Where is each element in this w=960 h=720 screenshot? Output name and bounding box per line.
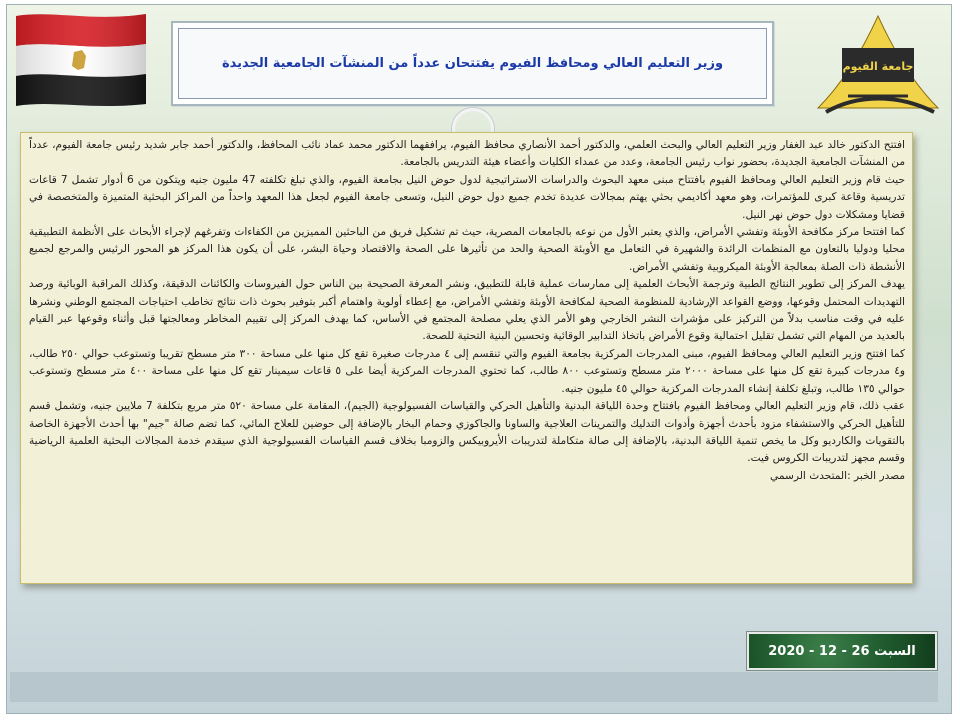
paragraph-4: يهدف المركز إلى تطوير النتائج الطبية وترجمة الأبحاث العلمية إلى ممارسات عملية قابلة للتطبيق، ونشر المعرفة الصحيحة بين الناس حول الفيروسات والكائنات الدقيقة، وكذلك المراقبة الوبائية ورصد التهديدات المحتمل وقوعها، ووضع القواعد الإرشادية للمنظومة الصحية لمكافحة الأوبئة وتفشي الأمراض، مع إعطاء أولوية واهتمام أكبر بتوفير بحوث ذات نتائج تخاطب احتياجات المجتمع الوطني ونشرها عليه في وقت مناسب بدلاً من التركيز على مؤشرات النشر الخارجي وهو الأمر الذي يعلي مصلحة المجتمع في الأساس، كما يهدف المركز إلى تقييم المخاطر ومعالجتها قبل وأثناء وقوعها عبر القيام بالعديد من المهام التي تشمل تقليل احتمالية وقوع الأمراض باتخاذ التدابير الوقائية وتحسين البنية التحتية للصحة. <box>29 278 905 343</box>
article-text <box>29 137 905 485</box>
university-logo-icon <box>808 8 948 120</box>
paragraph-2: حيث قام وزير التعليم العالي ومحافظ الفيوم بافتتاح مبنى معهد البحوث والدراسات الاستراتيجية لدول حوض النيل بجامعة الفيوم، والذي تبلغ تكلفته 47 مليون جنيه ويتكون من 6 أدوار تشمل 7 قاعات تدريسية وقاعة كبرى للمؤتمرات، وهو معهد أكاديمي بحثي يهتم بمجالات عديدة تخدم جميع دول حوض النيل، وتسعى جامعة الفيوم لجعل هذا المعهد واحداً من المراكز البحثية المتميزة والمتخصصة في قضايا ومشكلات دول حوض نهر النيل. <box>29 173 905 221</box>
header-title-box <box>171 21 774 106</box>
article-body <box>20 132 913 584</box>
paragraph-3: كما افتتحا مركز مكافحة الأوبئة وتفشي الأمراض، والذي يعتبر الأول من نوعه بالجامعات المصرية، حيث تم تشكيل فريق من الباحثين المميزين من الكفاءات وتفرغهم لإجراء الأبحاث على الأنظمة التطبيقية محليا ودوليا بالتعاون مع المنظمات الرائدة والشهيرة في التعامل مع الأوبئة الصحية والحد من تأثيرها على الصحة والاقتصاد وحياة البشر، على أن يكون هذا المركز هو المحور الرئيس والمرجع لجميع الأنشطة ذات الصلة بمعالجة الأوبئة الميكروبية وتفشي الأمراض. <box>29 226 905 273</box>
news-source: مصدر الخبر :المتحدث الرسمي <box>770 469 905 482</box>
page-title: وزير التعليم العالي ومحافظ الفيوم يفتتحان عدداً من المنشآت الجامعية الجديدة <box>221 56 724 71</box>
paragraph-6: عقب ذلك، قام وزير التعليم العالي ومحافظ الفيوم بافتتاح وحدة اللياقة البدنية والتأهيل الحركي والقياسات الفسيولوجية (الجيم)، المقامة على مساحة ٥٢٠ متر مربع بتكلفة 7 ملايين جنيه، وتشمل قسم للتأهيل الحركي والاستشفاء مزود بأحدث أجهزة وأدوات التدليك والتمرينات العلاجية والساونا والجاكوزي وحمام البخار بالإضافة إلى حوضين للعلاج المائي، كما تضم صالة "جيم" بها أحدث الأجهزة الخاصة بالتقويات والكارديو وكل ما يخص تنمية اللياقة البدنية، بالإضافة إلى صالة متكاملة لتدريبات الأيروبيكس والزومبا بخلاف قسم القياسات الفسيولوجية الذي سيقدم خدمة المجالات البحثية العلمية الرياضية وقسم مجهز لتدريبات الكروس فيت. <box>29 400 905 465</box>
date-badge <box>747 632 937 670</box>
egypt-flag-icon <box>12 10 150 106</box>
date-text: السبت 26 - 12 - 2020 <box>768 643 916 659</box>
paragraph-1: افتتح الدكتور خالد عبد الغفار وزير التعليم العالي والبحث العلمي، والدكتور أحمد الأنصاري محافظ الفيوم، يرافقهما الدكتور محمد عماد نائب المحافظ، والدكتور أحمد جابر شديد رئيس جامعة الفيوم، عدداً من المنشآت الجامعية الجديدة، بحضور نواب رئيس الجامعة، وعدد من عمداء الكليات وأعضاء هيئة التدريس بالجامعة. <box>29 139 905 169</box>
paragraph-5: كما افتتح وزير التعليم العالي ومحافظ الفيوم، مبنى المدرجات المركزية بجامعة الفيوم والتي تنقسم إلى ٤ مدرجات صغيرة تقع كل منها على مساحة ٣٠٠ متر مسطح تقريبا وتستوعب حوالي ٢٥٠ طالب، و٤ مدرجات كبيرة تقع كل منها على مساحة ٢٠٠٠ متر مسطح وتستوعب ٨٠٠ طالب، كما تحتوي المدرجات المركزية أيضا على ٥ قاعات سيمينار تقع كل منها على مساحة ٤٠٠ متر مسطح وتستوعب حوالي ١٣٥ طالب، وتبلغ تكلفة إنشاء المدرجات المركزية حوالي ٤٥ مليون جنيه. <box>29 347 906 395</box>
header-title-inner <box>178 28 767 99</box>
bottom-bar <box>10 672 938 702</box>
logo-text: جامعة الفيوم <box>842 60 914 73</box>
